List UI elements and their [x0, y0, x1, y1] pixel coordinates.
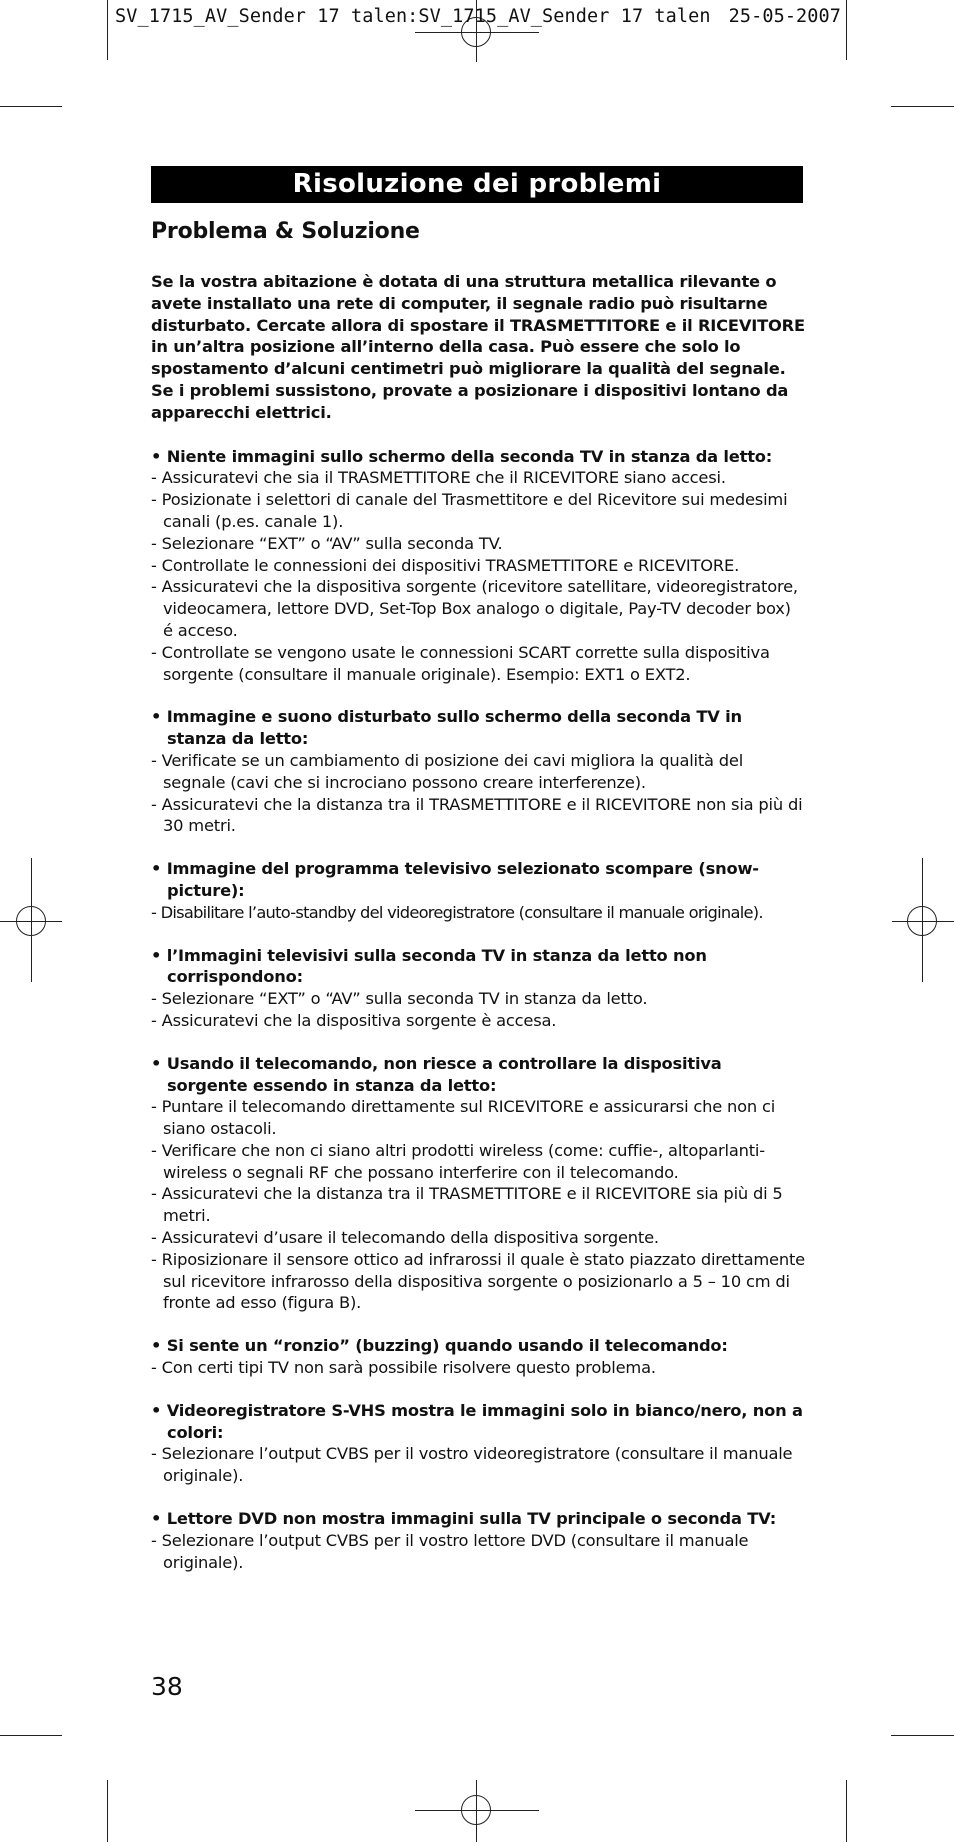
problem-question: • Immagine e suono disturbato sullo schermo della seconda TV in stanza da letto:: [151, 706, 805, 750]
problem-section: [151, 1053, 805, 1315]
solution-item: - Disabilitare l’auto-standby del videoregistratore (consultare il manuale originale).: [151, 902, 805, 924]
problem-question: • Niente immagini sullo schermo della seconda TV in stanza da letto:: [151, 446, 805, 468]
solution-item: - Riposizionare il sensore ottico ad infrarossi il quale è stato piazzato direttamente sul ricevitore infrarosso della dispositiva sorgente o posizionarlo a 5 – 10 cm di fronte ad esso (figura B).: [151, 1249, 805, 1314]
registration-mark-left-circle: [16, 906, 46, 936]
problem-section: [151, 446, 805, 686]
problem-question: • Immagine del programma televisivo selezionato scompare (snow-picture):: [151, 858, 805, 902]
troubleshooting-content: [151, 271, 805, 1594]
solution-item: - Assicuratevi che la dispositiva sorgente (ricevitore satellitare, videoregistratore, videocamera, lettore DVD, Set-Top Box analogo o digitale, Pay-TV decoder box) é acceso.: [151, 576, 805, 641]
crop-mark-bottom-left: [107, 1780, 108, 1842]
solution-item: - Assicuratevi d’usare il telecomando della dispositiva sorgente.: [151, 1227, 805, 1249]
solution-item: - Verificare che non ci siano altri prodotti wireless (come: cuffie-, altoparlanti- wireless o segnali RF che possano interferire con il telecomando.: [151, 1140, 805, 1184]
crop-mark-bottom-left-h: [0, 1735, 62, 1736]
solution-item: - Puntare il telecomando direttamente sul RICEVITORE e assicurarsi che non ci siano ostacoli.: [151, 1096, 805, 1140]
solution-item: - Selezionare “EXT” o “AV” sulla seconda TV.: [151, 533, 805, 555]
problem-section: [151, 1508, 805, 1573]
solution-item: - Selezionare “EXT” o “AV” sulla seconda TV in stanza da letto.: [151, 988, 805, 1010]
problem-question: • Videoregistratore S-VHS mostra le immagini solo in bianco/nero, non a colori:: [151, 1400, 805, 1444]
solution-item: - Selezionare l’output CVBS per il vostro lettore DVD (consultare il manuale originale).: [151, 1530, 805, 1574]
problem-section: [151, 706, 805, 837]
crop-mark-bottom-right-h: [891, 1735, 954, 1736]
problem-question: • l’Immagini televisivi sulla seconda TV in stanza da letto non corrispondono:: [151, 945, 805, 989]
solution-item: - Controllate le connessioni dei dispositivi TRASMETTITORE e RICEVITORE.: [151, 555, 805, 577]
registration-mark-bottom-circle: [461, 1795, 491, 1825]
printer-slug: [115, 6, 945, 27]
page-title: Risoluzione dei problemi: [151, 166, 803, 203]
problem-question: • Si sente un “ronzio” (buzzing) quando usando il telecomando:: [151, 1335, 805, 1357]
problem-section: [151, 1335, 805, 1379]
problem-question: • Usando il telecomando, non riesce a controllare la dispositiva sorgente essendo in stanza da letto:: [151, 1053, 805, 1097]
solution-item: - Assicuratevi che la dispositiva sorgente è accesa.: [151, 1010, 805, 1032]
solution-item: - Selezionare l’output CVBS per il vostro videoregistratore (consultare il manuale originale).: [151, 1443, 805, 1487]
slug-filename: SV_1715_AV_Sender 17 talen:SV_1715_AV_Sender 17 talen: [115, 6, 711, 27]
crop-mark-top-right-h: [891, 106, 954, 107]
slug-date: 25-05-2007: [728, 6, 842, 27]
problem-section: [151, 858, 805, 923]
solution-item: - Assicuratevi che la distanza tra il TRASMETTITORE e il RICEVITORE non sia più di 30 metri.: [151, 794, 805, 838]
crop-mark-bottom-right: [846, 1780, 847, 1842]
solution-item: - Assicuratevi che la distanza tra il TRASMETTITORE e il RICEVITORE sia più di 5 metri.: [151, 1183, 805, 1227]
problem-question: • Lettore DVD non mostra immagini sulla TV principale o seconda TV:: [151, 1508, 805, 1530]
solution-item: - Verificate se un cambiamento di posizione dei cavi migliora la qualità del segnale (cavi che si incrociano possono creare interferenze).: [151, 750, 805, 794]
solution-item: - Con certi tipi TV non sarà possibile risolvere questo problema.: [151, 1357, 805, 1379]
section-subtitle: Problema & Soluzione: [151, 219, 420, 244]
crop-mark-top-left-h: [0, 106, 62, 107]
crop-mark-top-left: [107, 0, 108, 60]
problem-section: [151, 1400, 805, 1487]
solution-item: - Posizionate i selettori di canale del Trasmettitore e del Ricevitore sui medesimi canali (p.es. canale 1).: [151, 489, 805, 533]
problem-section: [151, 945, 805, 1032]
page-number: 38: [151, 1672, 183, 1701]
solution-item: - Assicuratevi che sia il TRASMETTITORE che il RICEVITORE siano accesi.: [151, 467, 805, 489]
registration-mark-right-circle: [907, 906, 937, 936]
intro-paragraph: Se la vostra abitazione è dotata di una struttura metallica rilevante o avete installato una rete di computer, il segnale radio può risultarne disturbato. Cercate allora di spostare il TRASMETTITORE e il RICEVITORE in un’altra posizione all’interno della casa. Può essere che solo lo spostamento d’alcuni centimetri può migliorare la qualità del segnale. Se i problemi sussistono, provate a posizionare i dispositivi lontano da apparecchi elettrici.: [151, 272, 805, 422]
solution-item: - Controllate se vengono usate le connessioni SCART corrette sulla dispositiva sorgente (consultare il manuale originale). Esempio: EXT1 o EXT2.: [151, 642, 805, 686]
